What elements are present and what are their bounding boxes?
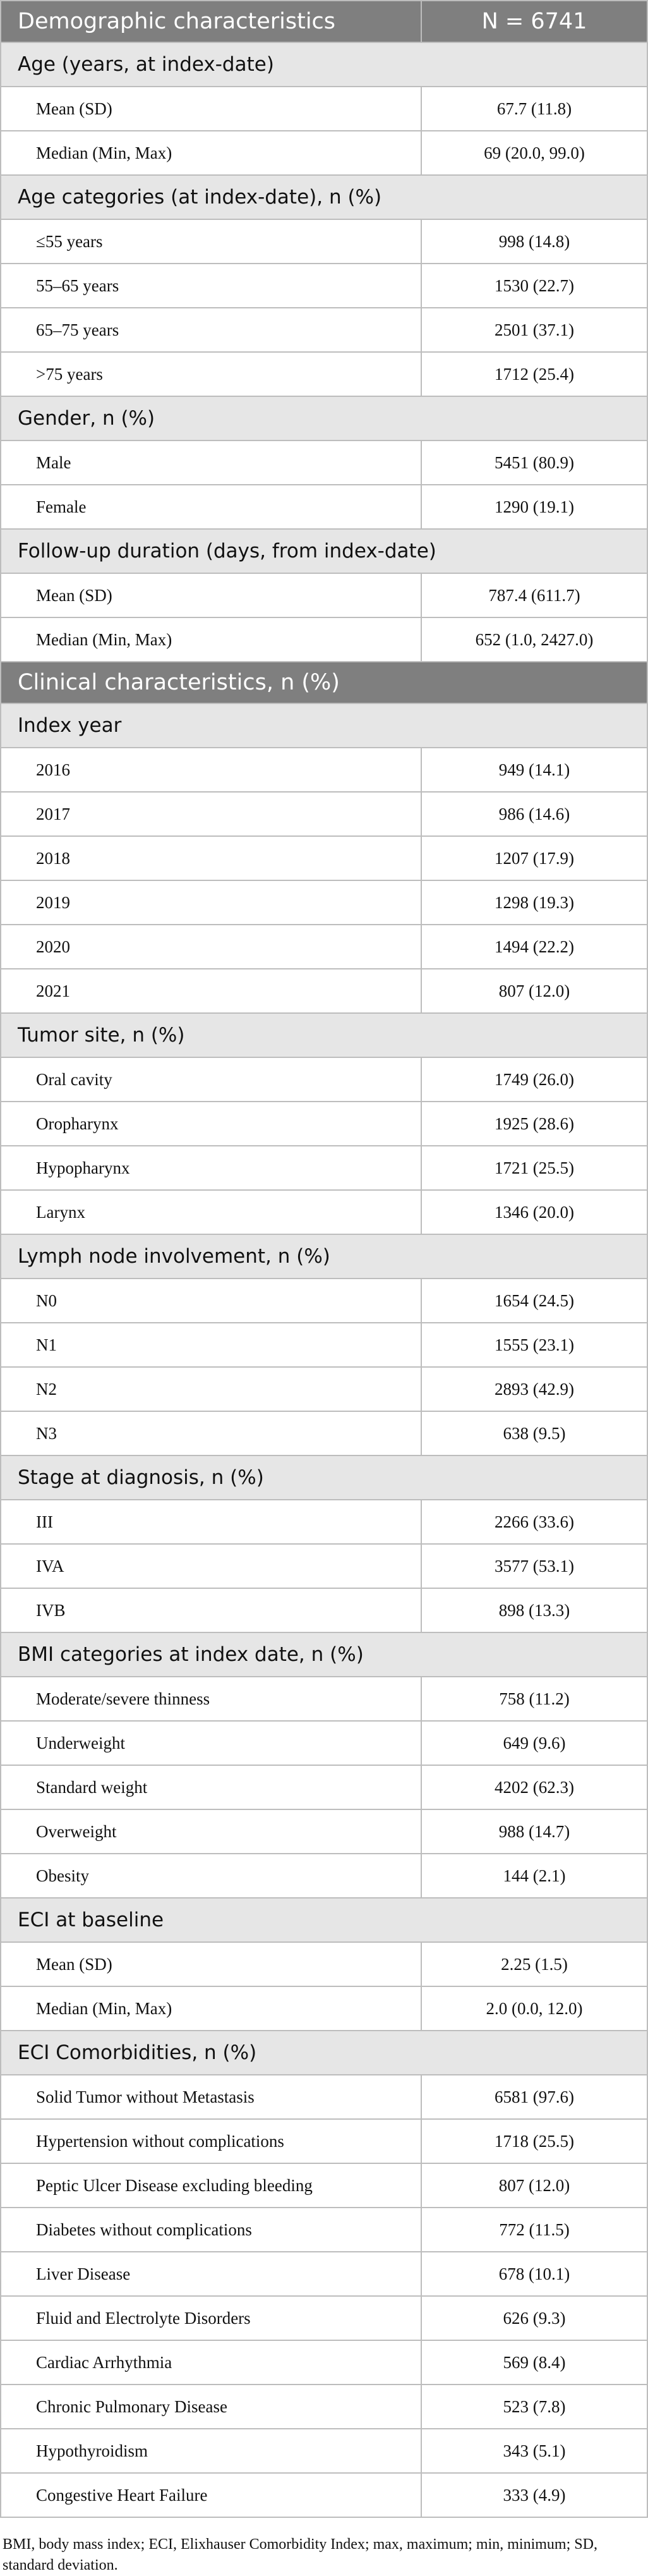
- row-label: Congestive Heart Failure: [1, 2473, 421, 2517]
- table-row: [1, 1854, 647, 1898]
- row-value: 343 (5.1): [421, 2429, 647, 2473]
- table-row: [1, 2163, 647, 2208]
- row-value: 3577 (53.1): [421, 1544, 647, 1588]
- row-label: Female: [1, 485, 421, 529]
- section-header-row: [1, 42, 647, 87]
- table-row: [1, 1765, 647, 1809]
- section-label: Tumor site, n (%): [1, 1013, 647, 1057]
- table-row: [1, 1942, 647, 1986]
- section-header-row: [1, 2031, 647, 2075]
- row-label: Larynx: [1, 1190, 421, 1234]
- table-row: [1, 969, 647, 1013]
- table-row: [1, 1721, 647, 1765]
- table-row: [1, 440, 647, 485]
- section-header-row: [1, 703, 647, 748]
- table-row: [1, 2075, 647, 2119]
- row-label: 2021: [1, 969, 421, 1013]
- row-label: 2019: [1, 880, 421, 925]
- header-title: Demographic characteristics: [1, 1, 421, 42]
- table-row: [1, 1102, 647, 1146]
- row-label: Mean (SD): [1, 87, 421, 131]
- table-row: [1, 1588, 647, 1632]
- table-subheader-row: [1, 662, 647, 703]
- row-value: 807 (12.0): [421, 969, 647, 1013]
- row-value: 1290 (19.1): [421, 485, 647, 529]
- row-label: Overweight: [1, 1809, 421, 1854]
- table-row: [1, 748, 647, 792]
- section-label: Age categories (at index-date), n (%): [1, 175, 647, 219]
- row-value: 1925 (28.6): [421, 1102, 647, 1146]
- row-value: 787.4 (611.7): [421, 573, 647, 617]
- table-row: [1, 925, 647, 969]
- row-label: Solid Tumor without Metastasis: [1, 2075, 421, 2119]
- row-value: 807 (12.0): [421, 2163, 647, 2208]
- table-row: [1, 1323, 647, 1367]
- table-row: [1, 2119, 647, 2163]
- row-value: 2893 (42.9): [421, 1367, 647, 1411]
- row-value: 652 (1.0, 2427.0): [421, 617, 647, 662]
- table-body: [1, 1, 647, 2517]
- row-value: 898 (13.3): [421, 1588, 647, 1632]
- row-value: 1721 (25.5): [421, 1146, 647, 1190]
- table-row: [1, 219, 647, 264]
- table-row: [1, 87, 647, 131]
- row-value: 1298 (19.3): [421, 880, 647, 925]
- table-row: [1, 792, 647, 836]
- row-label: >75 years: [1, 352, 421, 396]
- row-label: IVB: [1, 1588, 421, 1632]
- section-header-row: [1, 396, 647, 440]
- row-label: Chronic Pulmonary Disease: [1, 2385, 421, 2429]
- table-row: [1, 2340, 647, 2385]
- row-label: Mean (SD): [1, 1942, 421, 1986]
- table-row: [1, 264, 647, 308]
- row-value: 1718 (25.5): [421, 2119, 647, 2163]
- row-value: 144 (2.1): [421, 1854, 647, 1898]
- row-value: 678 (10.1): [421, 2252, 647, 2296]
- row-label: Hypopharynx: [1, 1146, 421, 1190]
- row-value: 1712 (25.4): [421, 352, 647, 396]
- row-label: Cardiac Arrhythmia: [1, 2340, 421, 2385]
- row-value: 949 (14.1): [421, 748, 647, 792]
- row-value: 638 (9.5): [421, 1411, 647, 1455]
- table-row: [1, 1057, 647, 1102]
- row-label: Underweight: [1, 1721, 421, 1765]
- row-value: 2266 (33.6): [421, 1500, 647, 1544]
- section-label: Stage at diagnosis, n (%): [1, 1455, 647, 1500]
- section-label: Age (years, at index-date): [1, 42, 647, 87]
- table-row: [1, 1544, 647, 1588]
- row-label: Hypertension without complications: [1, 2119, 421, 2163]
- table-row: [1, 131, 647, 175]
- row-value: 772 (11.5): [421, 2208, 647, 2252]
- row-value: 569 (8.4): [421, 2340, 647, 2385]
- section-header-row: [1, 175, 647, 219]
- row-label: N0: [1, 1279, 421, 1323]
- section-label: ECI Comorbidities, n (%): [1, 2031, 647, 2075]
- row-value: 1749 (26.0): [421, 1057, 647, 1102]
- row-value: 5451 (80.9): [421, 440, 647, 485]
- section-header-row: [1, 529, 647, 573]
- table-row: [1, 1809, 647, 1854]
- table-row: [1, 1367, 647, 1411]
- row-value: 333 (4.9): [421, 2473, 647, 2517]
- row-value: 758 (11.2): [421, 1677, 647, 1721]
- row-value: 986 (14.6): [421, 792, 647, 836]
- row-value: 1555 (23.1): [421, 1323, 647, 1367]
- section-header-row: [1, 1234, 647, 1279]
- section-label: Index year: [1, 703, 647, 748]
- row-value: 2501 (37.1): [421, 308, 647, 352]
- row-label: ≤55 years: [1, 219, 421, 264]
- row-label: Oropharynx: [1, 1102, 421, 1146]
- row-label: 65–75 years: [1, 308, 421, 352]
- row-label: III: [1, 1500, 421, 1544]
- row-label: Oral cavity: [1, 1057, 421, 1102]
- row-label: Median (Min, Max): [1, 131, 421, 175]
- row-label: Median (Min, Max): [1, 617, 421, 662]
- row-label: 2016: [1, 748, 421, 792]
- row-value: 67.7 (11.8): [421, 87, 647, 131]
- table-row: [1, 836, 647, 880]
- table-row: [1, 2296, 647, 2340]
- table-row: [1, 2385, 647, 2429]
- row-label: Fluid and Electrolyte Disorders: [1, 2296, 421, 2340]
- table-row: [1, 352, 647, 396]
- table-header-row: [1, 1, 647, 42]
- row-label: Hypothyroidism: [1, 2429, 421, 2473]
- header-n-label: N = 6741: [421, 1, 647, 42]
- table-row: [1, 1411, 647, 1455]
- row-value: 1654 (24.5): [421, 1279, 647, 1323]
- row-value: 988 (14.7): [421, 1809, 647, 1854]
- section-header-row: [1, 1013, 647, 1057]
- row-value: 998 (14.8): [421, 219, 647, 264]
- row-value: 4202 (62.3): [421, 1765, 647, 1809]
- row-value: 1530 (22.7): [421, 264, 647, 308]
- row-value: 2.25 (1.5): [421, 1942, 647, 1986]
- table-row: [1, 1986, 647, 2031]
- table-row: [1, 1500, 647, 1544]
- section-label: BMI categories at index date, n (%): [1, 1632, 647, 1677]
- table-row: [1, 573, 647, 617]
- row-label: Liver Disease: [1, 2252, 421, 2296]
- table-row: [1, 2473, 647, 2517]
- row-value: 69 (20.0, 99.0): [421, 131, 647, 175]
- row-label: N3: [1, 1411, 421, 1455]
- row-label: N1: [1, 1323, 421, 1367]
- row-label: Moderate/severe thinness: [1, 1677, 421, 1721]
- row-label: 2018: [1, 836, 421, 880]
- table-row: [1, 1279, 647, 1323]
- row-value: 1494 (22.2): [421, 925, 647, 969]
- row-label: 2020: [1, 925, 421, 969]
- section-label: ECI at baseline: [1, 1898, 647, 1942]
- table-row: [1, 1146, 647, 1190]
- table-row: [1, 485, 647, 529]
- table-row: [1, 2208, 647, 2252]
- section-header-row: [1, 1898, 647, 1942]
- section-label: Follow-up duration (days, from index-date): [1, 529, 647, 573]
- table-row: [1, 2252, 647, 2296]
- table-footnote: BMI, body mass index; ECI, Elixhauser Comorbidity Index; max, maximum; min, minimum; SD, standard deviation.: [3, 2536, 597, 2573]
- table-row: [1, 1190, 647, 1234]
- row-value: 6581 (97.6): [421, 2075, 647, 2119]
- row-label: Diabetes without complications: [1, 2208, 421, 2252]
- section-header-row: [1, 1455, 647, 1500]
- row-label: Male: [1, 440, 421, 485]
- row-label: Standard weight: [1, 1765, 421, 1809]
- table-row: [1, 1677, 647, 1721]
- row-label: IVA: [1, 1544, 421, 1588]
- row-value: 2.0 (0.0, 12.0): [421, 1986, 647, 2031]
- subheader-title: Clinical characteristics, n (%): [1, 662, 647, 703]
- row-value: 1207 (17.9): [421, 836, 647, 880]
- row-label: Median (Min, Max): [1, 1986, 421, 2031]
- table-row: [1, 617, 647, 662]
- row-value: 649 (9.6): [421, 1721, 647, 1765]
- row-label: N2: [1, 1367, 421, 1411]
- section-label: Gender, n (%): [1, 396, 647, 440]
- row-label: 2017: [1, 792, 421, 836]
- table-row: [1, 308, 647, 352]
- row-value: 1346 (20.0): [421, 1190, 647, 1234]
- row-label: Peptic Ulcer Disease excluding bleeding: [1, 2163, 421, 2208]
- row-value: 523 (7.8): [421, 2385, 647, 2429]
- section-label: Lymph node involvement, n (%): [1, 1234, 647, 1279]
- row-label: Obesity: [1, 1854, 421, 1898]
- row-label: 55–65 years: [1, 264, 421, 308]
- row-value: 626 (9.3): [421, 2296, 647, 2340]
- table-row: [1, 2429, 647, 2473]
- table-row: [1, 880, 647, 925]
- section-header-row: [1, 1632, 647, 1677]
- row-label: Mean (SD): [1, 573, 421, 617]
